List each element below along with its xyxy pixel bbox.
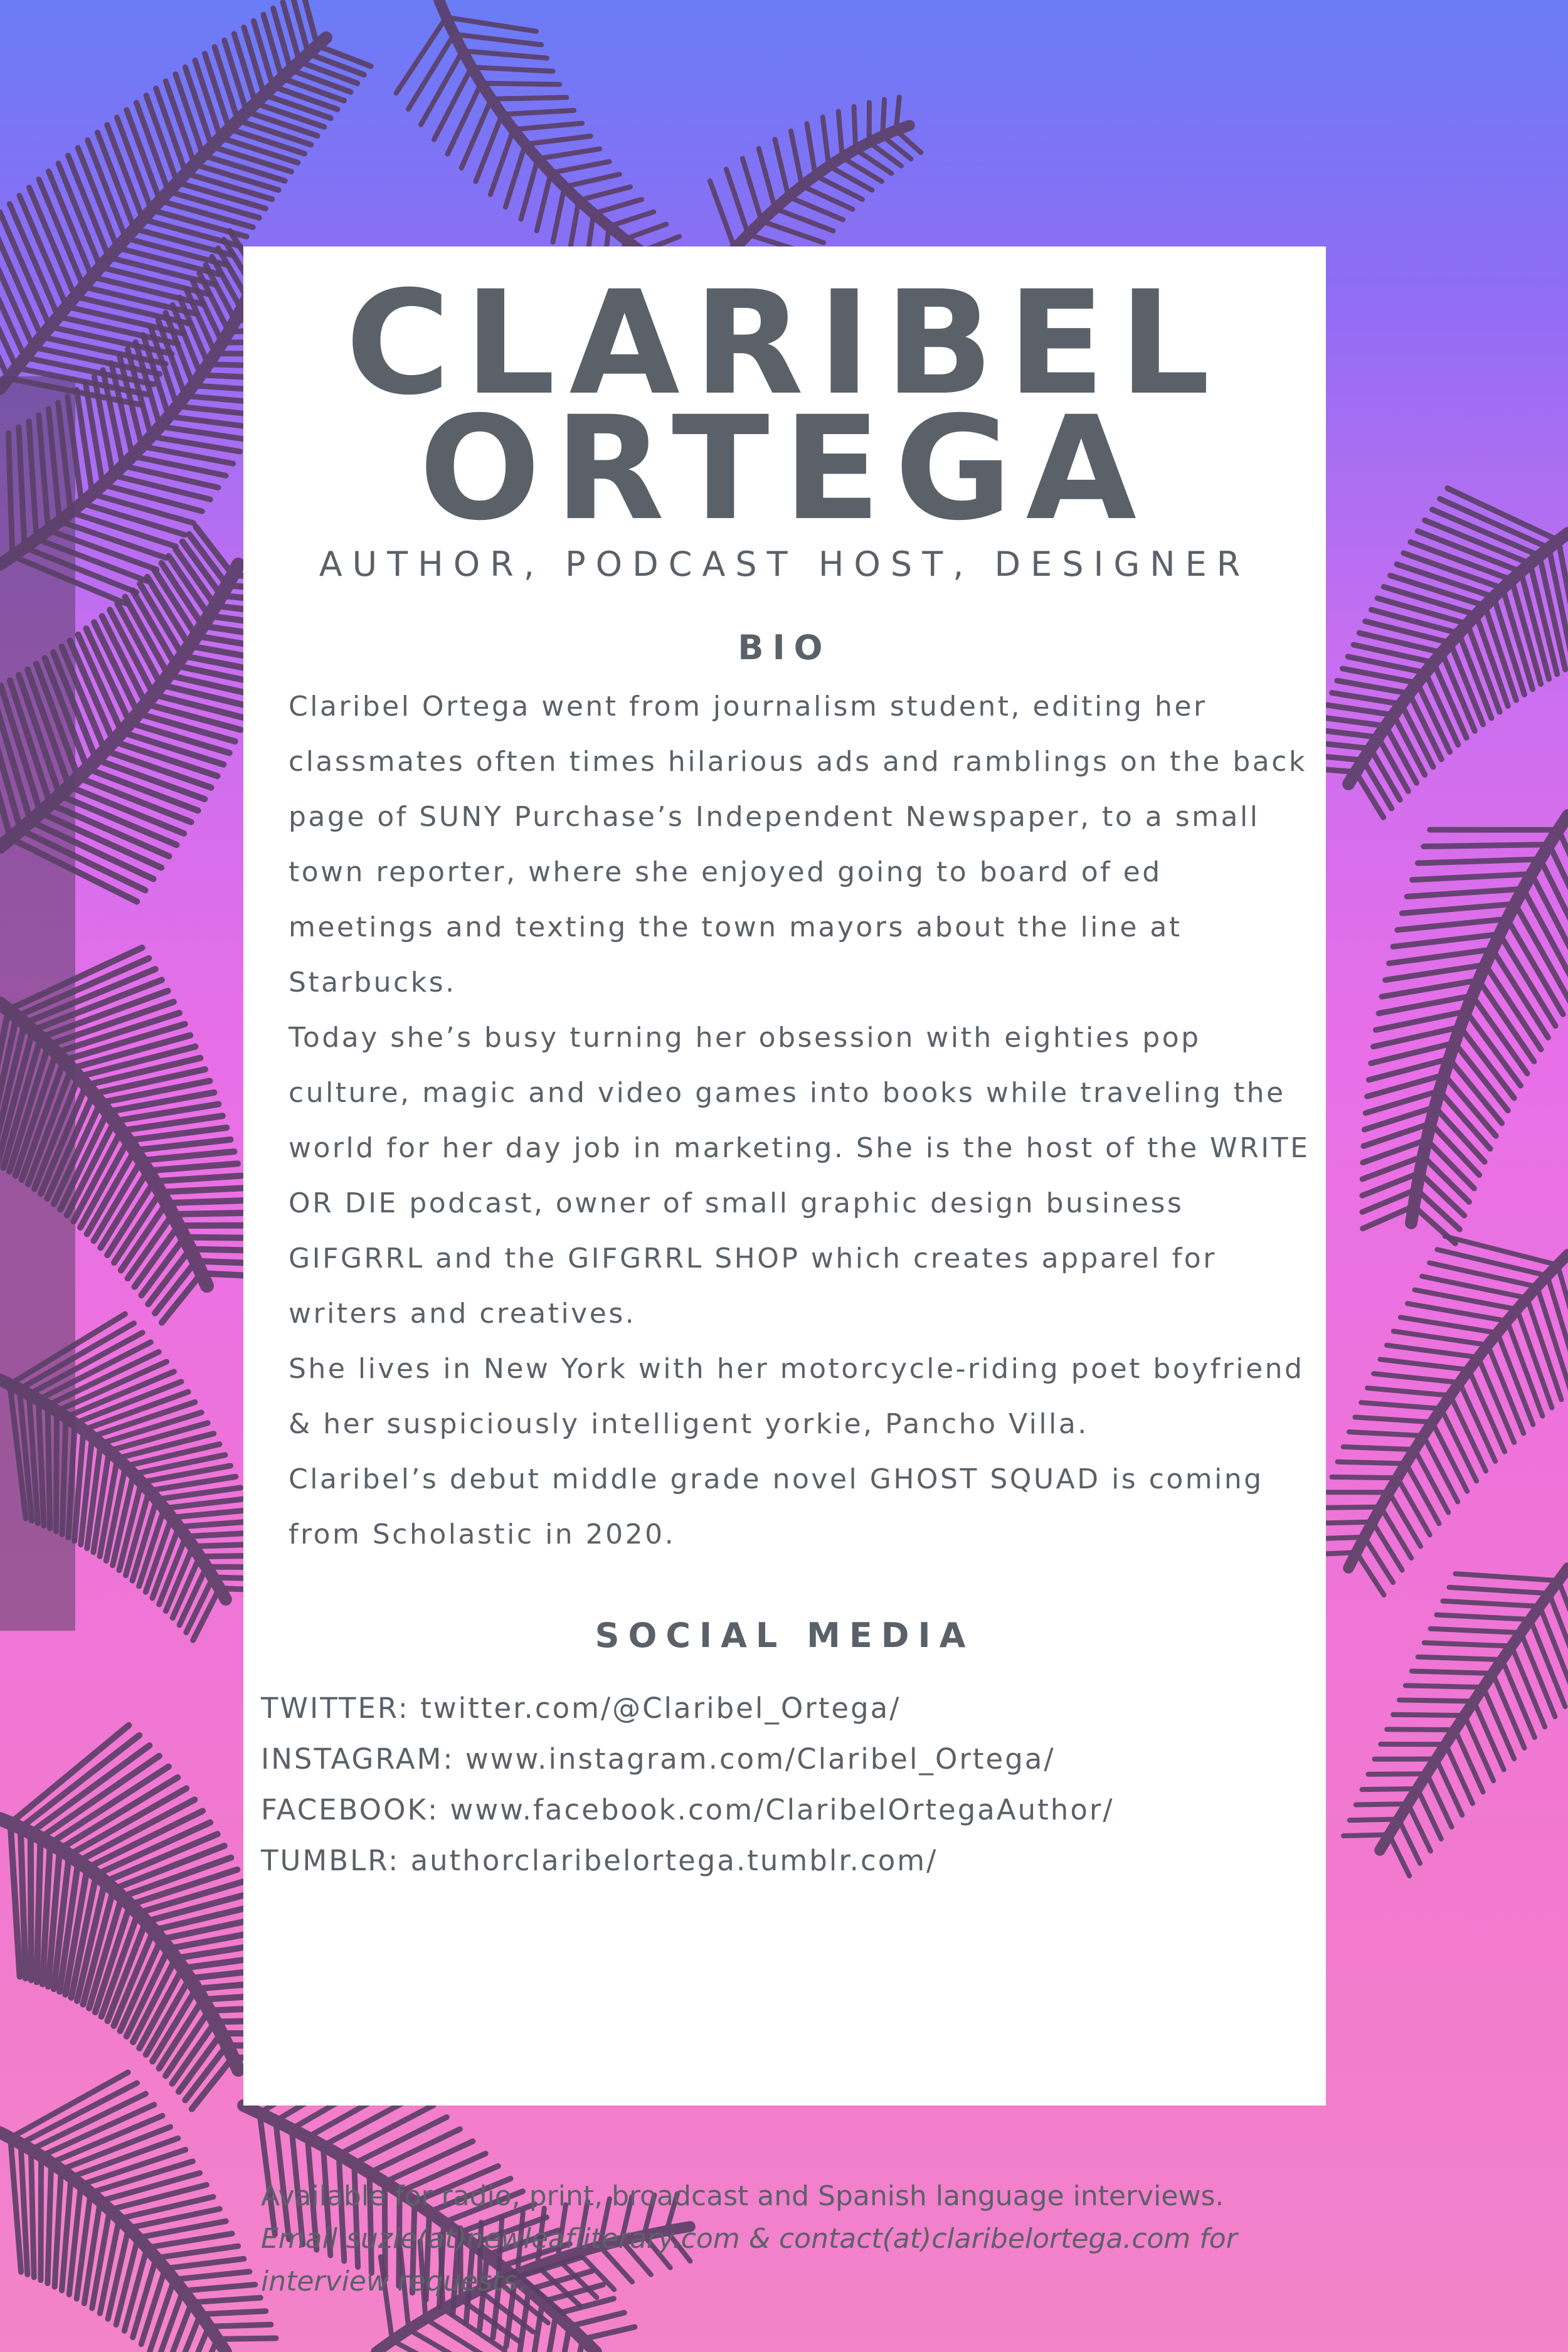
- social-label: FACEBOOK:: [261, 1793, 440, 1826]
- social-row-twitter: [261, 1683, 1315, 1734]
- availability-line: Available for radio, print, broadcast and Spanish language interviews.: [261, 2180, 1224, 2212]
- social-label: INSTAGRAM:: [261, 1742, 455, 1776]
- instagram-link: www.instagram.com/Claribel_Ortega/: [465, 1742, 1056, 1776]
- interview-availability: [261, 2175, 1315, 2303]
- social-media-list: [261, 1683, 1315, 1886]
- social-row-tumblr: [261, 1835, 1315, 1886]
- author-name-first: CLARIBEL: [345, 260, 1224, 426]
- bio-paragraph: Today she’s busy turning her obsession with eighties pop culture, magic and video games into books while traveling the world for her day job in marketing. She is the host of the WRITE OR DIE podcast, owner of small graphic design business GIFGRRL and the GIFGRRL SHOP which creates apparel for writers and creatives.: [289, 1022, 1310, 1330]
- bio-paragraph: Claribel’s debut middle grade novel GHOST SQUAD is coming from Scholastic in 2020.: [289, 1463, 1264, 1550]
- social-row-instagram: [261, 1734, 1315, 1784]
- social-label: TWITTER:: [261, 1692, 410, 1725]
- author-name-last: ORTEGA: [418, 385, 1150, 552]
- facebook-link: www.facebook.com/ClaribelOrtegaAuthor/: [450, 1793, 1115, 1826]
- social-media-heading: SOCIAL MEDIA: [595, 1616, 975, 1655]
- bio-paragraph: She lives in New York with her motorcycle-riding poet boyfriend & her suspiciously intelligent yorkie, Pancho Villa.: [289, 1353, 1305, 1440]
- social-label: TUMBLR:: [261, 1844, 400, 1877]
- author-roles: AUTHOR, PODCAST HOST, DESIGNER: [319, 544, 1251, 584]
- tumblr-link: authorclaribelortega.tumblr.com/: [410, 1844, 938, 1877]
- bio-text: [289, 679, 1317, 1562]
- bio-heading: BIO: [738, 628, 832, 667]
- contact-emails: Email suzie(at)newleafliterary.com & contact(at)claribelortega.com for: [261, 2223, 1237, 2255]
- bio-paragraph: Claribel Ortega went from journalism student, editing her classmates often times hilarious ads and ramblings on the back page of SUNY Purchase’s Independent Newspaper, to a small town reporter, where she enjoyed going to board of ed meetings and texting the town mayors about the line at Starbucks.: [289, 691, 1307, 999]
- bio-card: [243, 246, 1326, 2297]
- period: .: [517, 2265, 526, 2297]
- interview-requests: interview requests: [261, 2265, 517, 2297]
- twitter-link: twitter.com/@Claribel_Ortega/: [420, 1692, 901, 1725]
- social-row-facebook: [261, 1784, 1315, 1835]
